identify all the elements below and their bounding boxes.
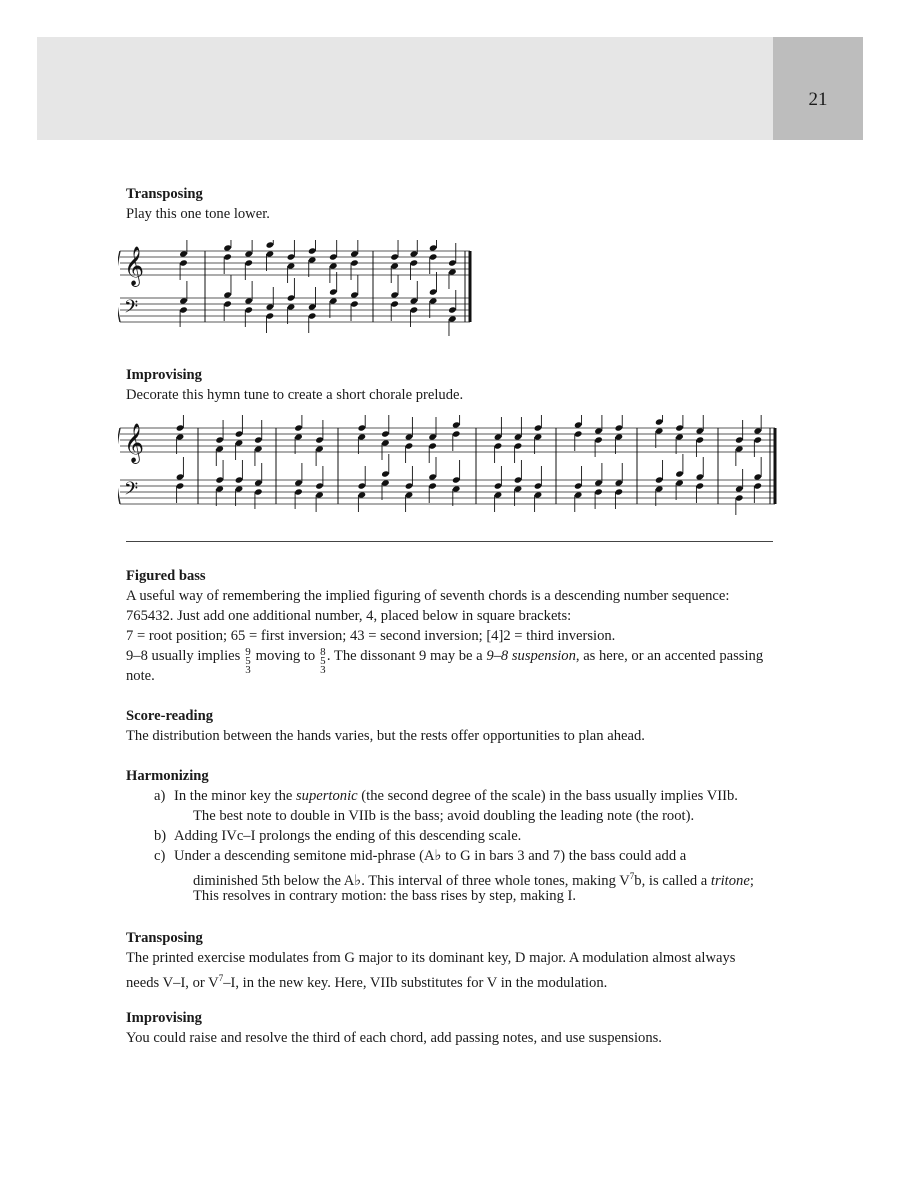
text: 9–8 usually implies [126,648,241,664]
figure-953: 9 5 3 [245,646,251,676]
music-score-hymn-tune [118,415,783,525]
improvising-text: Decorate this hymn tune to create a short chorale prelude. [126,387,464,403]
page-number: 21 [808,89,828,110]
heading-score-reading: Score-reading [126,708,214,724]
text: moving to [255,648,316,664]
bass-clef-icon: 𝄢 [124,478,139,503]
heading-improvising-2: Improvising [126,1010,202,1026]
list-item-b: b) Adding IVc–I prolongs the ending of this descending scale. [154,828,522,844]
improvising-2-text: You could raise and resolve the third of each chord, add passing notes, and use suspensions. [126,1030,662,1046]
score-reading-text: The distribution between the hands varies, but the rests offer opportunities to plan ahead. [126,728,645,744]
list-item-a: a) In the minor key the supertonic (the second degree of the scale) in the bass usually implies VIIb. [154,788,738,804]
transposing-2-line: needs V–I, or $V^7-I$, in the new key. Here, VIIb substitutes for V in the modulation. [126,973,608,991]
treble-clef-icon: 𝄞 [124,425,145,462]
divider [126,541,773,542]
figured-bass-line: A useful way of remembering the implied figuring of seventh chords is a descending number sequence: [126,588,730,604]
heading-transposing: Transposing [126,186,203,202]
brace [118,251,120,322]
figured-bass-line: 9–8 usually implies 9 5 3 moving to 8 5 3. The dissonant 9 may be a 9–8 suspension, as here, or an accented passing [126,646,764,676]
bass-clef-icon: 𝄢 [124,296,139,321]
figured-bass-line: note. [126,668,155,684]
figured-bass-line: 7 = root position; 65 = first inversion; 43 = second inversion; [4]2 = third inversion. [126,628,616,644]
list-item-c-cont: This resolves in contrary motion: the bass rises by step, making I. [193,888,577,904]
heading-figured-bass: Figured bass [126,568,206,584]
treble-clef-icon: 𝄞 [124,248,145,285]
brace [118,428,120,504]
page-number-box [773,37,863,140]
music-score-transposing [118,240,478,340]
list-item-a-cont: The best note to double in VIIb is the bass; avoid doubling the leading note (the root). [193,808,695,824]
heading-improvising: Improvising [126,367,202,383]
list-item-c-cont: diminished 5th below the A♭. This interval of three whole tones, making $V^7b$, is called a tritone; [193,871,754,889]
heading-transposing-2: Transposing [126,930,203,946]
figure-853: 8 5 3 [320,646,326,676]
heading-harmonizing: Harmonizing [126,768,209,784]
header-band [37,37,773,140]
figured-bass-line: 765432. Just add one additional number, 4, placed below in square brackets: [126,608,572,624]
transposing-text: Play this one tone lower. [126,206,270,222]
transposing-2-line: The printed exercise modulates from G major to its dominant key, D major. A modulation almost always [126,950,736,966]
list-item-c: c) Under a descending semitone mid-phrase (A♭ to G in bars 3 and 7) the bass could add a [154,848,687,864]
